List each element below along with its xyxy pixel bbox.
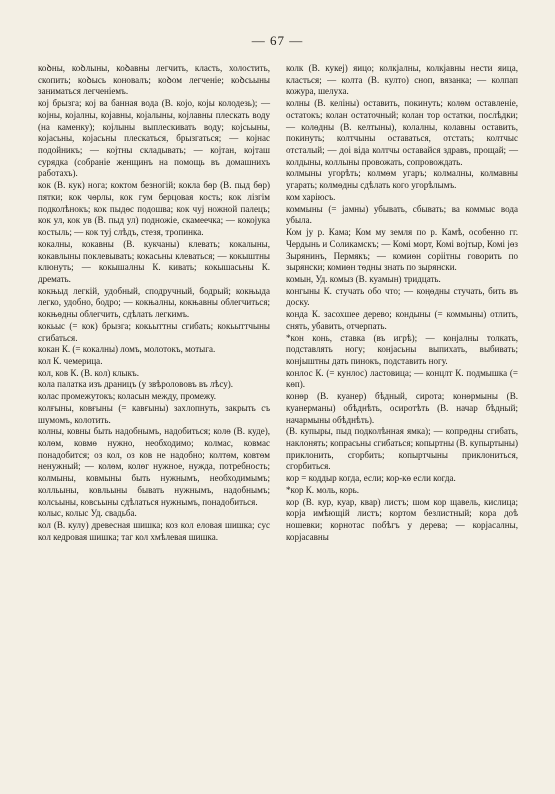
dictionary-entry: кок (В. кук) нога; коктом безногій; кокла бөр (В. пыд бөр) пятки; кок чөрлы, кок гум берцовая кость; кок лізгім подколѣнокъ; кок пыдөс подошва; кок чуј ножной палецъ; кок ул, кок ув (В. пыд ул) подножіе, скамеечка; — кокојука костыль; — кок туј слѣдъ, стезя, тропинка.	[38, 180, 270, 238]
dictionary-entry: колғыны, ковғыны (= кавғыны) захлопнуть, закрыть съ шумомъ, колотить.	[38, 402, 270, 425]
dictionary-entry: коꝺны, коꝺлыны, коꝺавны легчить, класть, холостить, скопить; коꝺысь коновалъ; коꝺом легченіе; коꝺсьыны заниматься легченіемъ.	[38, 63, 270, 97]
dictionary-entry: конөр (В. куанер) бѣдный, сирота; конөрмыны (В. куанерманы) обѣднѣть, осиротѣть (В. начар бѣдный; начармыны обѣднѣть).	[286, 391, 518, 425]
dictionary-entry: кол (В. кулу) древесная шишка; коз кол еловая шишка; сус кол кедровая шишка; таг кол хмѣлевая шишка.	[38, 520, 270, 542]
dictionary-entry: кокалны, кокавны (В. кукчаны) клевать; кокалыны, кокавлыны поклевывать; кокасьны клеваться; — кокыштны клюнуть; — кокышалны К. кивать; кокышасьны К. дремать.	[38, 238, 270, 284]
dictionary-entry: кокьыс (= кок) брызга; кокьыттны сгибать; кокьыттчыны сгибаться.	[38, 320, 270, 343]
dictionary-entry: комын, Уд. комыз (В. куамын) тридцать.	[286, 273, 441, 284]
dictionary-entry: колны, ковны быть надобнымъ, надобиться; колө (В. куде), колөм, ковмө нужно, необходимо; колмас, ковмас понадобится; оз кол, оз ков не надобно; колтөм, ковтөм ненужный; — колөм, колөг нужное, нужда, потребность; колмыны, ковмыны быть нужнымъ, необходимымъ; колльыны, ковльыны бывать нужнымъ, надобнымъ; колсьыны, ковсьыны сдѣлаться нужнымъ, понадобиться.	[38, 426, 270, 507]
left-column	[38, 63, 270, 543]
dictionary-entry: колны (В. келіны) оставить, покинуть; колөм оставленіе, остатокъ; колан остаточный; колан тор остатки, послѣдки; — колөдны (В. келтыны), колалны, колавны оставить, покинуть; колтчыны оставаться, отстать; колтчыс отсталый; — доі віда колтчы оставайся здравъ, прощай; — колдыны, коллыны провожать, сопровождать.	[286, 98, 518, 167]
dictionary-entry: конда К. засохшее дерево; кондыны (= коммыны) отлить, снять, убавить, отчерпать.	[286, 309, 518, 331]
dictionary-entry: кор (В. кур, куар, квар) листъ; шом кор щавель, кислица; корја имѣющій листъ; кортом безлистный; кора доѣ ношевки; корнотас побѣгъ у дерева; — корјасалны, корјасавны	[286, 496, 518, 542]
dictionary-entry: колмыны угорѣть; колмөм угаръ; колмалны, колмавны угарать; колмөдны сдѣлать кого угорѣлымъ.	[286, 168, 518, 191]
dictionary-entry: кол, ков К. (В. кол) клыкъ.	[38, 367, 139, 378]
dictionary-entry: кокан К. (= кокалны) ломъ, молотокъ, мотыга.	[38, 344, 216, 355]
dictionary-entry: кокњыд легкій, удобный, сподручный, бодрый; кокњыда легко, удобно, бодро; — кокњалны, кокњавны облегчиться; кокњөдны облегчить, сдѣлать легкимъ.	[38, 285, 270, 320]
dictionary-entry: конгыны К. стучать обо что; — коңөдны стучать, бить въ доску.	[286, 285, 518, 308]
dictionary-entry: кој брызга; кој ва банная вода (В. којо, којы колодезь); — којны, којалны, којавны, којалыны, којлавны плескать воду (на каменку); којлыны выплескивать воду; којсьыны, којасьны, којасьны плескаться, брызгаться; — којнас подойникъ; — којтны складывать; — којтан, којташ сурядка (собраніе женщинъ на помощь въ домашнихъ работахъ).	[38, 98, 270, 179]
dictionary-entry: *кон конь, ставка (въ игрѣ); — конјалны толкать, подставлять ногу; конјасьны выпихать, выбивать; конјыштны дать пинокъ, подставить ногу.	[286, 332, 518, 366]
dictionary-entry: *кор К. моль, корь.	[286, 484, 359, 495]
dictionary-entry: (В. купыры, пыд подколѣнная ямка); — копрөдны сгибать, наклонять; копрасьны сгибаться; копыртны (В. купыртыны) приклонить, сгорбить; копыртчыны приклониться, сгорбиться.	[286, 426, 518, 472]
dictionary-entry: кор = коддыр когда, если; кор-кө если когда.	[286, 473, 456, 484]
dictionary-entry: колас промежутокъ; коласын между, промежу.	[38, 391, 216, 402]
dictionary-entry: колыс, колыс Уд. свадьба.	[38, 508, 137, 519]
page-number: — 67 —	[251, 33, 304, 48]
dictionary-entry: кола палатка изъ драницъ (у звѣролововъ въ лѣсу).	[38, 379, 234, 390]
dictionary-entry: конлос К. (= кунлос) ластовица; — концлт К. подмышка (= көп).	[286, 367, 518, 390]
dictionary-entry: колк (В. кукеј) яицо; колкјалны, колкјавны нести яица, класться; — колта (В. култо) сноп, вязанка; — колпап кожура, шелуха.	[286, 63, 518, 97]
dictionary-entry: Ком ју р. Кама; Ком му земля по р. Камѣ, особенно гг. Чердынь и Соликамскъ; — Комі морт, Комі војтыр, Комі јөз Зырянинъ, Пермякъ; — комиөн соріітны говорить по зырянски; комиөн төдны знать по зырянски.	[286, 227, 518, 273]
dictionary-entry: кол К. чемерица.	[38, 355, 103, 366]
dictionary-entry: коммыны (= јамны) убывать, сбывать; ва коммыс вода убыла.	[286, 203, 518, 226]
dictionary-entry: ком харіюсъ.	[286, 191, 336, 202]
right-column	[286, 63, 518, 543]
